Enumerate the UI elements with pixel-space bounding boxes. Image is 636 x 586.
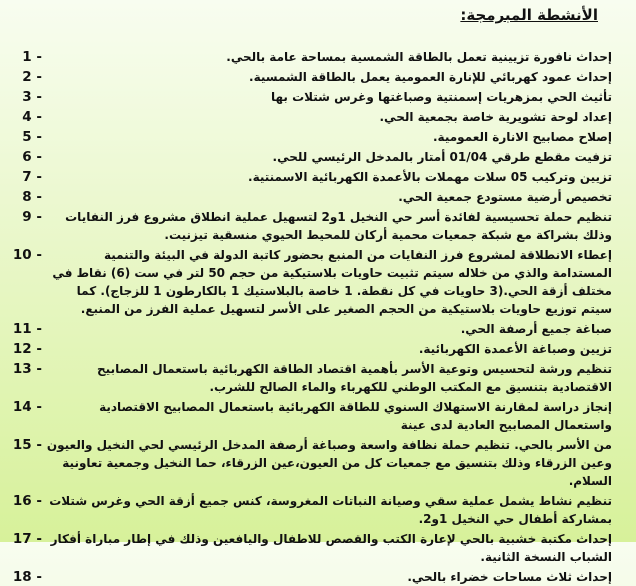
- list-item-text: تزفيت مقطع طرقي 01/04 أمتار بالمدخل الرئيسي للحي.: [272, 150, 612, 164]
- list-item-text: تزيين وصباغة الأعمدة الكهربائية.: [418, 342, 612, 356]
- list-item: [8, 340, 618, 358]
- list-item-text: إحداث مكتبة خشبية بالحي لإعارة الكتب والقصص للاطفال واليافعين وذلك في إطار مباراة أفكار الشباب النسخة الثانية.: [50, 532, 612, 564]
- list-item: [8, 246, 618, 318]
- list-item-text: تنظيم حملة تحسيسية لفائدة أسر حي النخيل 1و2 لتسهيل عملية انطلاق مشروع فرز النفايات وذلك بشراكة مع شبكة جمعيات محمية أركان للمحيط الحيوي منسقية تيزنيت.: [65, 210, 612, 242]
- list-item: [8, 530, 618, 566]
- list-item: [8, 68, 618, 86]
- list-item: [8, 128, 618, 146]
- list-item: [8, 108, 618, 126]
- list-item-text: إنجاز دراسة لمقارنة الاستهلاك السنوي للطاقة الكهربائية باستعمال المصابيح الاقتصادية واستعمال المصابيح العادية لدى عينة: [99, 400, 612, 432]
- list-item-number: 1 -: [22, 49, 42, 65]
- list-item-text: تخصيص أرضية مستودع جمعية الحي.: [398, 190, 612, 204]
- list-item-text: إحداث عمود كهربائي للإنارة العمومية يعمل بالطاقة الشمسية.: [249, 70, 612, 84]
- list-item-number: 18 -: [12, 569, 42, 585]
- list-item-number: 14 -: [12, 399, 42, 415]
- list-item-text: إحداث نافورة تزيينية تعمل بالطاقة الشمسية بمساحة عامة بالحي.: [226, 50, 612, 64]
- list-item: [8, 168, 618, 186]
- list-item-text: تأثيث الحي بمزهريات إسمنتية وصباغتها وغرس شتلات بها: [270, 90, 612, 104]
- list-item-text: صباغة جميع أرصفة الحي.: [460, 322, 612, 336]
- list-item: [8, 360, 618, 396]
- list-item: [8, 208, 618, 244]
- list-item: [8, 320, 618, 338]
- page-title: الأنشطة المبرمجة:: [460, 6, 598, 24]
- list-item: [8, 398, 618, 434]
- list-item-number: 6 -: [22, 149, 42, 165]
- list-item-number: 16 -: [12, 493, 42, 509]
- list-item-number: 10 -: [12, 247, 42, 263]
- list-item-number: 11 -: [12, 321, 42, 337]
- list-item-text: تزيين وتركيب 05 سلات مهملات بالأعمدة الكهربائية الاسمنتية.: [248, 170, 612, 184]
- list-item-number: 5 -: [22, 129, 42, 145]
- list-item-number: 4 -: [22, 109, 42, 125]
- list-item-text: إصلاح مصابيح الانارة العمومية.: [433, 130, 612, 144]
- list-item-text: إحداث ثلاث مساحات خضراء بالحي.: [407, 570, 612, 584]
- list-item: [8, 436, 618, 490]
- activities-list: [8, 48, 618, 586]
- list-item-text: إعطاء الانطلاقة لمشروع فرز النفايات من المنبع بحضور كاتبة الدولة في البيئة والتنمية المستدامة والذي من خلاله سيتم تثبيت حاويات بلاستيكية من حجم 50 لتر في ست (6) نقاط في مختلف أزقة الحي.(3 حاويات في كل نقطة. 1 خاصة بالبلاستيك 1 بالكارطون 1 للزجاج). كما سيتم توزيع حاويات بلاستيكية من الحجم الصغير على الأسر لتسهيل عملية الفرز من المنبع.: [52, 248, 612, 316]
- list-item: [8, 48, 618, 66]
- list-item-text: تنظيم ورشة لتحسيس وتوعية الأسر بأهمية اقتصاد الطاقة الكهربائية باستعمال المصابيح الاقتصادية بتنسيق مع المكتب الوطني للكهرباء والماء الصالح للشرب.: [97, 362, 612, 394]
- list-item-number: 12 -: [12, 341, 42, 357]
- list-item-text: إعداد لوحة تشويرية خاصة بجمعية الحي.: [379, 110, 612, 124]
- list-item-text: تنظيم نشاط يشمل عملية سقي وصيانة النباتات المغروسة، كنس جميع أزقة الحي وغرس شتلات بمشاركة أطفال حي النخيل 1و2.: [49, 494, 612, 526]
- list-item-number: 2 -: [22, 69, 42, 85]
- list-item-number: 17 -: [12, 531, 42, 547]
- list-item-number: 13 -: [12, 361, 42, 377]
- list-item-number: 15 -: [12, 437, 42, 453]
- list-item-number: 3 -: [22, 89, 42, 105]
- list-item-number: 9 -: [22, 209, 42, 225]
- list-item: [8, 492, 618, 528]
- list-item: [8, 88, 618, 106]
- list-item-text: من الأسر بالحي. تنظيم حملة نظافة واسعة وصباغة أرصفة المدخل الرئيسي لحي النخيل والعيون وعين الزرقاء وذلك بتنسيق مع جمعيات كل من العيون،عين الزرقاء، حما النخيل وجمعية تعاونية السلام.: [46, 438, 612, 488]
- list-item-number: 8 -: [22, 189, 42, 205]
- list-item: [8, 188, 618, 206]
- list-item: [8, 568, 618, 586]
- list-item-number: 7 -: [22, 169, 42, 185]
- list-item: [8, 148, 618, 166]
